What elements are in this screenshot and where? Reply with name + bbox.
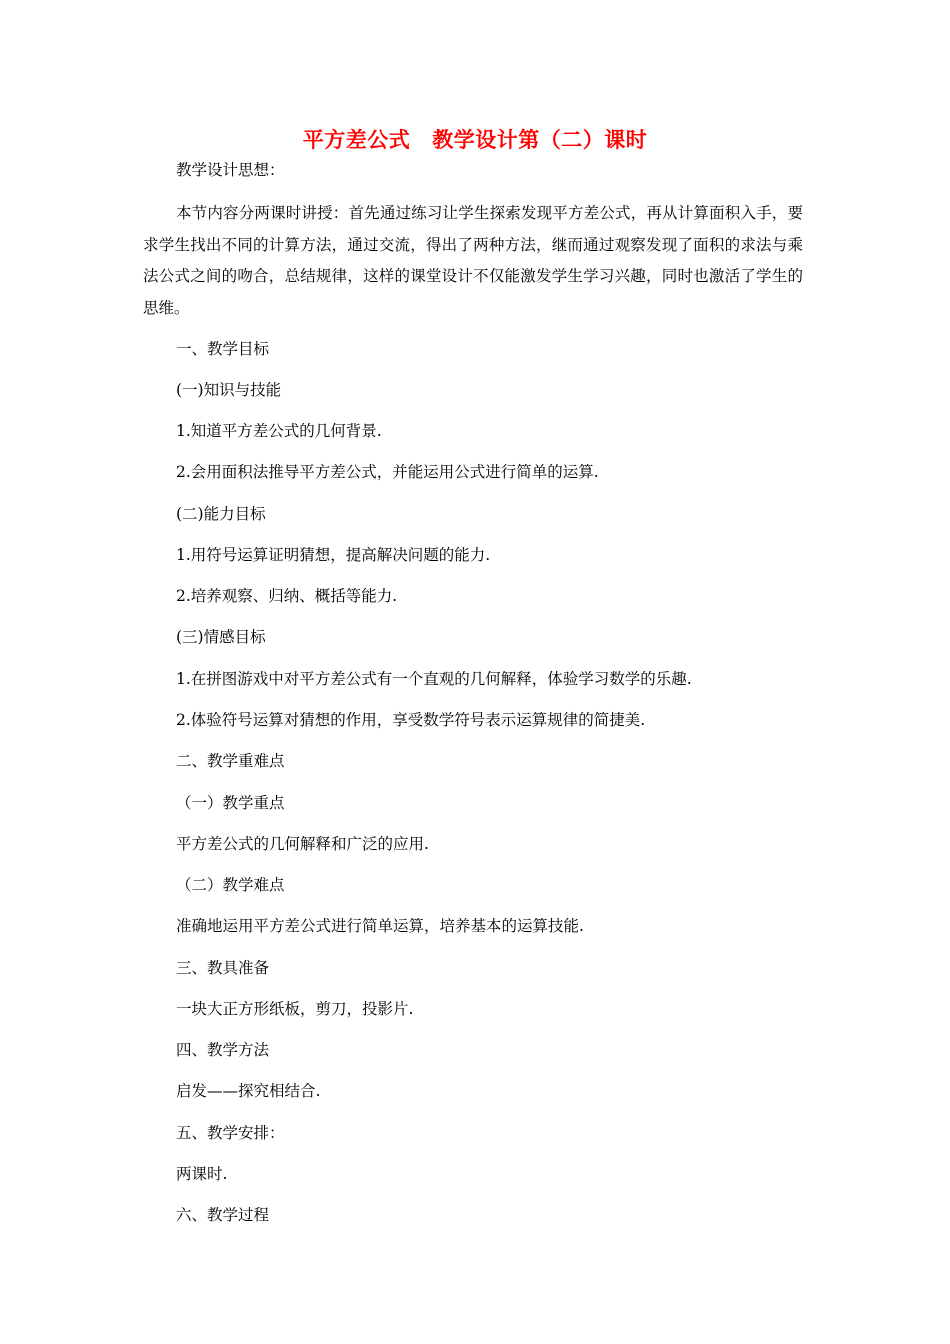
section-heading-teaching-process: 六、教学过程 [176, 1206, 270, 1224]
paragraph-text: 准确地运用平方差公式进行简单运算，培养基本的运算技能. [176, 917, 584, 935]
paragraph-text: 一块大正方形纸板，剪刀，投影片. [176, 1000, 414, 1018]
paragraph-text: 两课时. [176, 1165, 228, 1183]
section-heading-key-difficult-points: 二、教学重难点 [176, 752, 285, 770]
section-heading-teaching-methods: 四、教学方法 [176, 1041, 270, 1059]
list-item: 1.知道平方差公式的几何背景. [176, 422, 382, 440]
subheading-emotion-goals: (三)情感目标 [176, 628, 266, 646]
design-thought-paragraph: 本节内容分两课时讲授：首先通过练习让学生探索发现平方差公式，再从计算面积入手，要求学生找出不同的计算方法，通过交流，得出了两种方法，继而通过观察发现了面积的求法与乘法公式之间的吻合，总结规律，这样的课堂设计不仅能激发学生学习兴趣，同时也激活了学生的思维。 [143, 204, 803, 317]
section-heading-teaching-aids: 三、教具准备 [176, 959, 270, 977]
subheading-key-points: （一）教学重点 [176, 794, 285, 812]
list-item: 1.在拼图游戏中对平方差公式有一个直观的几何解释，体验学习数学的乐趣. [176, 670, 692, 688]
subheading-difficult-points: （二）教学难点 [176, 876, 285, 894]
section-heading-schedule: 五、教学安排： [176, 1124, 285, 1142]
paragraph-text: 平方差公式的几何解释和广泛的应用. [176, 835, 429, 853]
list-item: 2.体验符号运算对猜想的作用，享受数学符号表示运算规律的简捷美. [176, 711, 646, 729]
subheading-ability-goals: (二)能力目标 [176, 505, 266, 523]
list-item: 1.用符号运算证明猜想，提高解决问题的能力. [176, 546, 491, 564]
list-item: 2.会用面积法推导平方差公式，并能运用公式进行简单的运算. [176, 463, 599, 481]
title-part-2: 教学设计第（二）课时 [432, 127, 648, 152]
paragraph-text: 启发——探究相结合. [176, 1082, 321, 1100]
list-item: 2.培养观察、归纳、概括等能力. [176, 587, 398, 605]
title-part-1: 平方差公式 [302, 127, 411, 152]
subheading-knowledge-skills: (一)知识与技能 [176, 381, 282, 399]
design-thought-label: 教学设计思想： [176, 161, 285, 179]
section-heading-objectives: 一、教学目标 [176, 340, 270, 358]
document-title [0, 124, 950, 154]
